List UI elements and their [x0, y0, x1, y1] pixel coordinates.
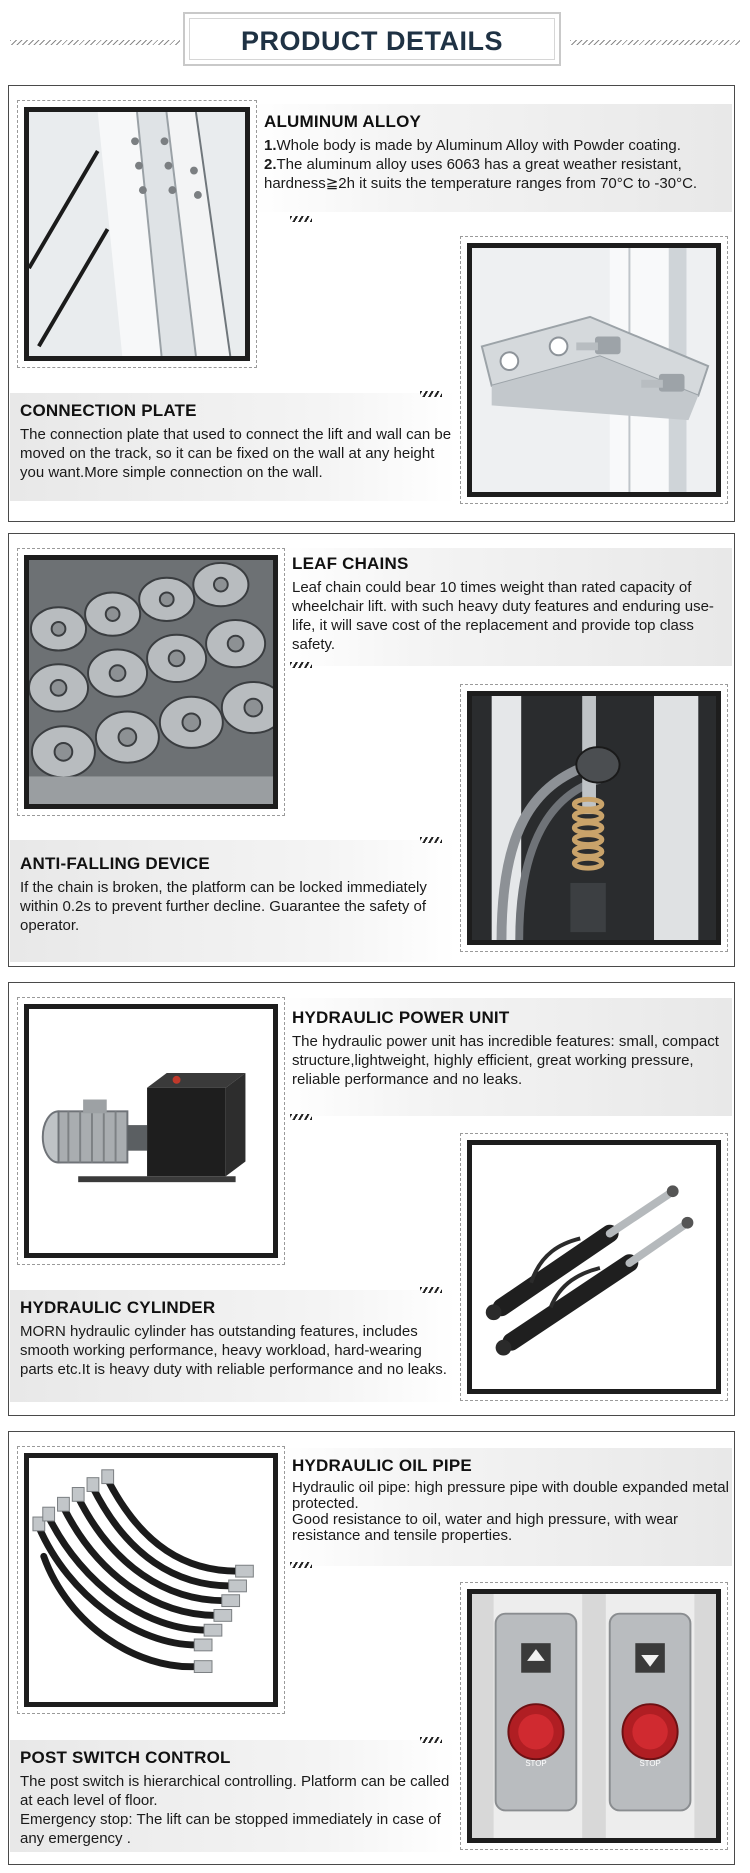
slash-deco — [420, 837, 442, 843]
hydraulic-oil-pipe-icon — [29, 1458, 273, 1702]
oil-pipe-text — [292, 1480, 732, 1544]
post-switch-panel — [10, 1740, 456, 1852]
post-switch-title: POST SWITCH CONTROL — [20, 1748, 231, 1767]
post-switch-text — [20, 1772, 456, 1848]
leaf-chains-text: Leaf chain could bear 10 times weight than rated capacity of wheelchair lift. with such heavy duty features and enduring use-life, it will save cost of the replacement and provide top class safety. — [292, 579, 714, 653]
header-divider-right — [570, 40, 740, 45]
power-unit-text: The hydraulic power unit has incredible features: small, compact structure,lightweight, highly efficient, great working pressure, reliable performance and no leaks. — [292, 1033, 719, 1088]
slash-deco — [290, 662, 312, 668]
aluminum-alloy-line-1: Whole body is made by Aluminum Alloy with Powder coating. — [276, 137, 681, 154]
connection-plate-text: The connection plate that used to connect the lift and wall can be moved on the track, so it can be fixed on the wall at any height you want.More simple connection on the wall. — [20, 426, 452, 481]
title-box — [183, 12, 561, 66]
connection-plate-title: CONNECTION PLATE — [20, 401, 197, 420]
leaf-chain-icon — [29, 560, 273, 804]
aluminum-alloy-num-1: 1. — [264, 137, 277, 154]
oil-pipe-line-2: Good resistance to oil, water and high pressure, with wear resistance and tensile properties. — [292, 1511, 679, 1544]
stop-label-right: STOP — [639, 1759, 661, 1769]
aluminum-alloy-num-2: 2. — [264, 156, 277, 173]
leaf-chains-panel — [280, 548, 732, 666]
leaf-chains-title: LEAF CHAINS — [292, 554, 409, 573]
aluminum-profile-icon — [29, 112, 245, 356]
oil-pipe-panel — [280, 1448, 732, 1566]
aluminum-alloy-title: ALUMINUM ALLOY — [264, 112, 422, 131]
hydraulic-cylinder-icon — [472, 1145, 716, 1389]
aluminum-alloy-line-2: The aluminum alloy uses 6063 has a great weather resistant, hardness≧2h it suits the temperature ranges from 70°C to -30°C. — [264, 156, 698, 192]
power-unit-title: HYDRAULIC POWER UNIT — [292, 1008, 510, 1027]
oil-pipe-line-1: Hydraulic oil pipe: high pressure pipe with double expanded metal protected. — [292, 1479, 729, 1512]
anti-falling-title: ANTI-FALLING DEVICE — [20, 854, 210, 873]
anti-falling-device-icon — [472, 696, 716, 940]
cylinder-panel — [10, 1290, 456, 1402]
slash-deco — [420, 1287, 442, 1293]
page-header — [0, 0, 750, 78]
slash-deco — [420, 391, 442, 397]
page-title: PRODUCT DETAILS — [241, 26, 503, 56]
power-unit-panel — [280, 998, 732, 1116]
slash-deco — [290, 216, 312, 222]
post-switch-icon — [472, 1594, 716, 1838]
anti-falling-panel — [10, 840, 456, 962]
slash-deco — [290, 1114, 312, 1120]
connection-plate-panel — [10, 393, 456, 501]
aluminum-profile-photo — [17, 100, 257, 368]
post-switch-photo — [460, 1582, 728, 1850]
slash-deco — [290, 1562, 312, 1568]
post-switch-line-2: Emergency stop: The lift can be stopped immediately in case of any emergency . — [20, 1811, 441, 1847]
anti-falling-device-photo — [460, 684, 728, 952]
hydraulic-oil-pipe-photo — [17, 1446, 285, 1714]
aluminum-alloy-text — [264, 136, 732, 193]
slash-deco — [420, 1737, 442, 1743]
post-switch-line-1: The post switch is hierarchical controlling. Platform can be called at each level of floor. — [20, 1773, 450, 1809]
connection-plate-icon — [472, 248, 716, 492]
hydraulic-cylinder-photo — [460, 1133, 728, 1401]
cylinder-title: HYDRAULIC CYLINDER — [20, 1298, 216, 1317]
aluminum-alloy-panel — [252, 104, 732, 212]
hydraulic-power-unit-photo — [17, 997, 285, 1265]
cylinder-text: MORN hydraulic cylinder has outstanding features, includes smooth working performance, heavy workload, hard-wearing parts etc.It is heavy duty with reliable performance and no leaks. — [20, 1323, 447, 1378]
anti-falling-text: If the chain is broken, the platform can be locked immediately within 0.2s to prevent further decline. Guarantee the safety of operator. — [20, 879, 427, 934]
connection-plate-photo — [460, 236, 728, 504]
header-divider-left — [10, 40, 180, 45]
oil-pipe-title: HYDRAULIC OIL PIPE — [292, 1456, 472, 1475]
stop-label-left: STOP — [525, 1759, 547, 1769]
leaf-chain-photo — [17, 548, 285, 816]
hydraulic-power-unit-icon — [29, 1009, 273, 1253]
